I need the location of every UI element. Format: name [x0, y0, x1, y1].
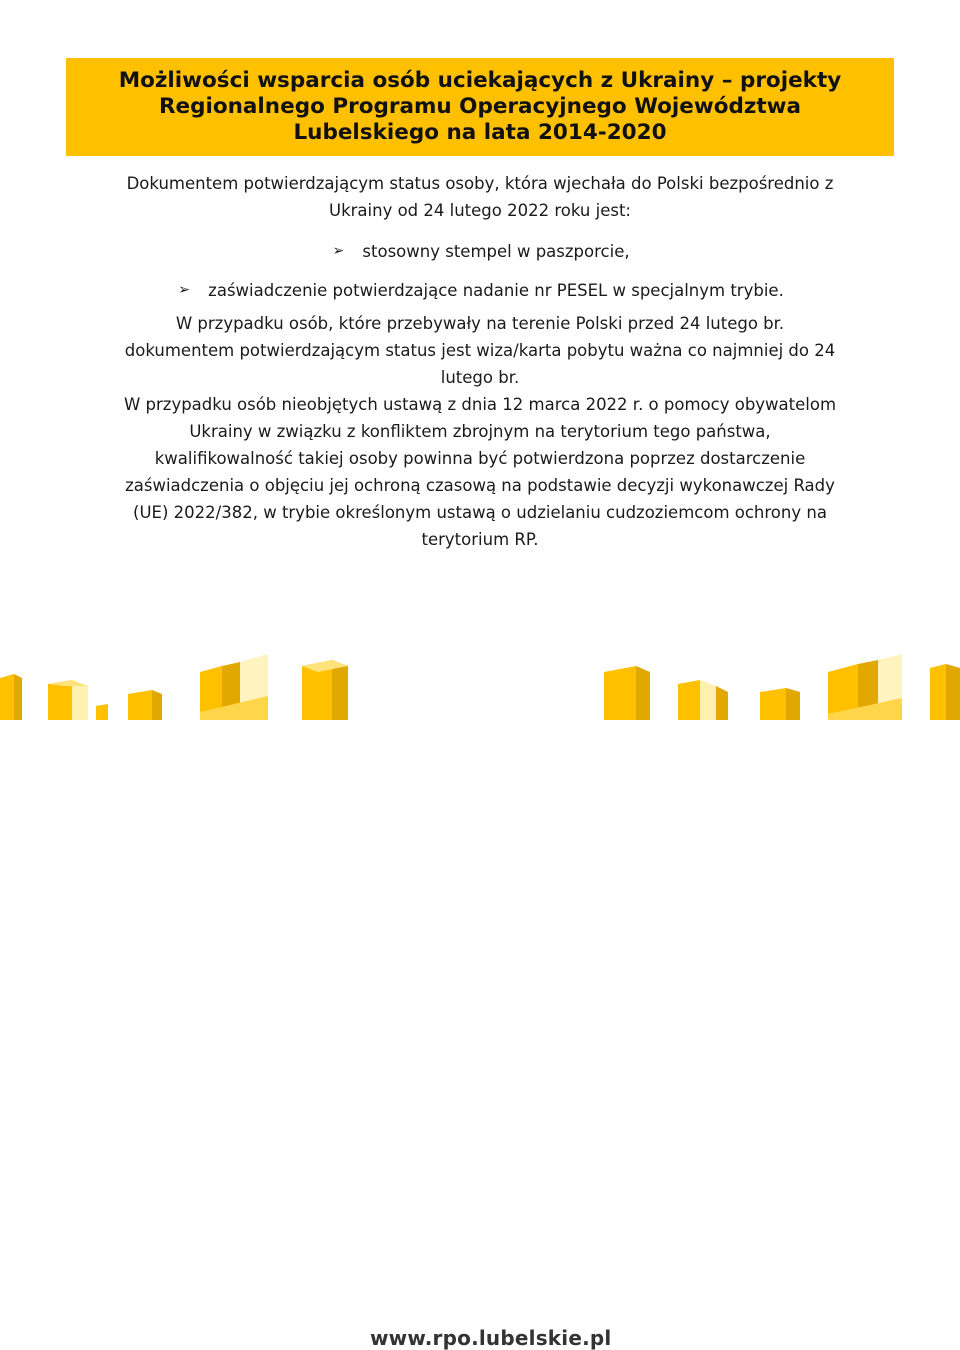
paragraph-line: lutego br. [440, 368, 520, 387]
arrow-bullet-icon: ➢ [332, 243, 345, 259]
paragraph-line: terytorium RP. [421, 530, 539, 549]
bullet-text: stosowny stempel w paszporcie, [362, 242, 630, 261]
paragraph-line: zaświadczenia o objęciu jej ochroną czasową na podstawie decyzji wykonawczej Rady [125, 476, 835, 495]
content-body [74, 170, 886, 553]
paragraph-line: (UE) 2022/382, w trybie określonym ustawą o udzielaniu cudzoziemcom ochrony na [133, 503, 827, 522]
yellow-cube-icon [828, 654, 902, 720]
paragraph-other-cases [74, 391, 886, 553]
yellow-cube-icon [0, 674, 22, 720]
paragraph-line: dokumentem potwierdzającym status jest wiza/karta pobytu ważna co najmniej do 24 [124, 341, 836, 360]
intro-paragraph [74, 170, 886, 224]
title-line-1: Możliwości wsparcia osób uciekających z Ukrainy – projekty [118, 68, 842, 93]
page-title [119, 68, 842, 146]
title-line-3: Lubelskiego na lata 2014-2020 [293, 120, 667, 145]
bullet-text: zaświadczenie potwierdzające nadanie nr PESEL w specjalnym trybie. [208, 281, 784, 300]
paragraph-line: Ukrainy w związku z konfliktem zbrojnym na terytorium tego państwa, [189, 422, 771, 441]
website-url[interactable]: www.rpo.lubelskie.pl [370, 1326, 612, 1350]
yellow-cube-icon [128, 690, 162, 720]
footer-decoration [0, 650, 960, 1350]
cubes-graphic [0, 650, 960, 720]
yellow-cube-icon [48, 680, 88, 720]
yellow-cube-icon [302, 660, 348, 720]
arrow-bullet-icon: ➢ [178, 282, 191, 298]
yellow-cube-icon [678, 680, 728, 720]
yellow-cube-icon [200, 654, 268, 720]
title-line-2: Regionalnego Programu Operacyjnego Województwa [158, 94, 802, 119]
bullet-list [74, 232, 886, 310]
list-item [74, 271, 886, 310]
paragraph-line: kwalifikowalność takiej osoby powinna być potwierdzona poprzez dostarczenie [154, 449, 806, 468]
yellow-cube-icon [604, 666, 650, 720]
paragraph-line: W przypadku osób, które przebywały na terenie Polski przed 24 lutego br. [175, 314, 785, 333]
paragraph-line: W przypadku osób nieobjętych ustawą z dnia 12 marca 2022 r. o pomocy obywatelom [123, 395, 837, 414]
paragraph-residence [74, 310, 886, 391]
intro-line-2: Ukrainy od 24 lutego 2022 roku jest: [329, 201, 631, 220]
yellow-cube-icon [930, 664, 960, 720]
title-banner [66, 58, 894, 156]
intro-line-1: Dokumentem potwierdzającym status osoby, która wjechała do Polski bezpośrednio z [126, 174, 834, 193]
yellow-cube-icon [760, 688, 800, 720]
list-item [74, 232, 886, 271]
yellow-cube-icon [96, 704, 108, 720]
